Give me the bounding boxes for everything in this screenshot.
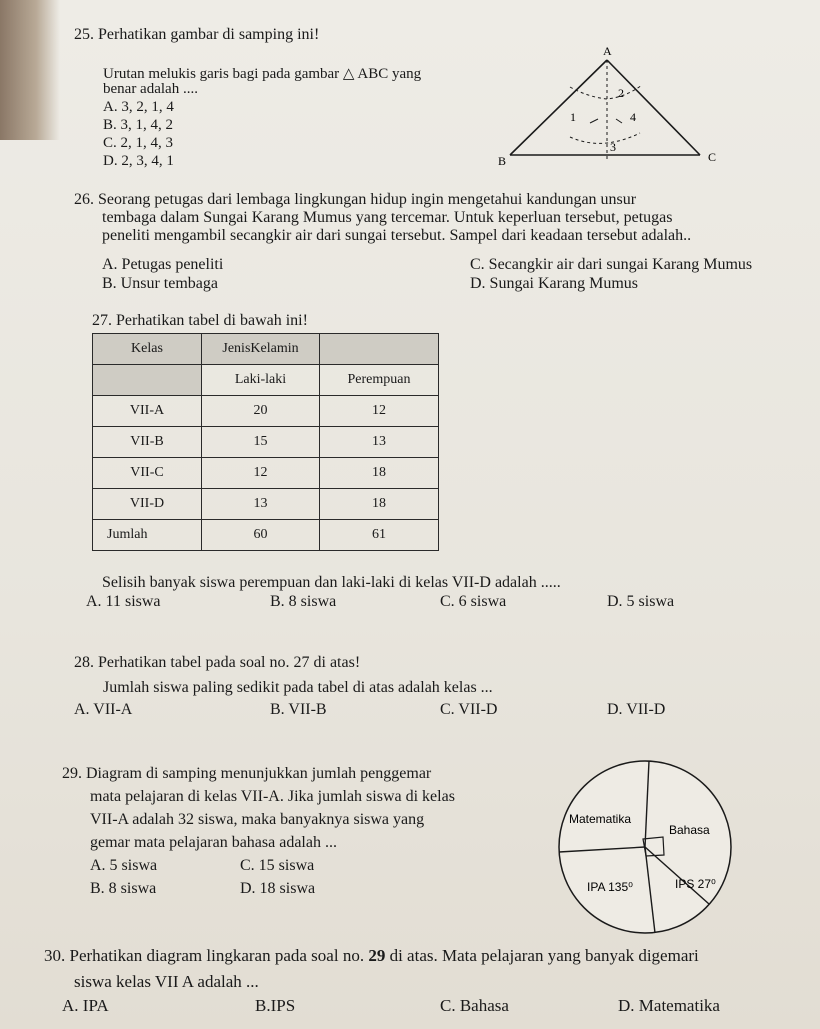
label-1: 1: [570, 110, 576, 124]
label-bahasa: Bahasa: [669, 823, 710, 837]
header-perempuan: Perempuan: [320, 365, 439, 396]
q26-text-line3: peneliti mengambil secangkir air dari sungai tersebut. Sampel dari keadaan tersebut adalah..: [102, 227, 692, 244]
subheader-empty: [93, 365, 202, 396]
arc-1: [590, 119, 598, 123]
label-3: 3: [610, 140, 616, 154]
q29-option-c: C. 15 siswa: [240, 857, 315, 874]
q30-text-post: di atas. Mata pelajaran yang banyak digemari: [385, 946, 699, 965]
q30-text-line2: siswa kelas VII A adalah ...: [74, 972, 259, 991]
q25-option-d: D. 2, 3, 4, 1: [103, 153, 174, 169]
q26-text-line2: tembaga dalam Sungai Karang Mumus yang tercemar. Untuk keperluan tersebut, petugas: [102, 209, 673, 226]
q28-option-c: C. VII-D: [440, 701, 498, 718]
q28-option-b: B. VII-B: [270, 701, 327, 718]
q28-option-d: D. VII-D: [607, 701, 666, 718]
q29-option-a: A. 5 siswa: [90, 857, 158, 874]
label-4: 4: [630, 110, 636, 124]
page-edge-shadow: [0, 0, 60, 140]
q25-option-b: B. 3, 1, 4, 2: [103, 117, 174, 133]
cell-kelas: VII-A: [93, 396, 202, 427]
q28-text-line2: Jumlah siswa paling sedikit pada tabel di atas adalah kelas ...: [103, 679, 493, 696]
table-header-row: [93, 334, 439, 365]
table-row: [93, 489, 439, 520]
label-matematika: Matematika: [569, 812, 632, 826]
q26-text-line1: 26. Seorang petugas dari lembaga lingkungan hidup ingin mengetahui kandungan unsur: [74, 191, 637, 208]
header-kelas: Kelas: [93, 334, 202, 365]
q25-option-a: A. 3, 2, 1, 4: [103, 99, 174, 115]
cell-kelas: VII-B: [93, 427, 202, 458]
cell-total-perempuan: 61: [320, 520, 439, 551]
q30-text-line1: [44, 946, 699, 966]
pie-diagram: [555, 758, 735, 938]
q28-text-line1: 28. Perhatikan tabel pada soal no. 27 di atas!: [74, 654, 361, 671]
label-ips: IPS 27⁰: [675, 877, 716, 891]
q30-option-b: B.IPS: [255, 996, 296, 1015]
label-ipa: IPA 135⁰: [587, 880, 633, 894]
cell-kelas: VII-D: [93, 489, 202, 520]
q27-question: Selisih banyak siswa perempuan dan laki-laki di kelas VII-D adalah .....: [102, 574, 561, 591]
q26-option-b: B. Unsur tembaga: [102, 275, 218, 292]
q28-option-a: A. VII-A: [74, 701, 133, 718]
table-row: [93, 458, 439, 489]
q30-option-c: C. Bahasa: [440, 996, 509, 1015]
q26-option-c: C. Secangkir air dari sungai Karang Mumus: [470, 256, 753, 273]
table-subheader-row: [93, 365, 439, 396]
table-total-row: [93, 520, 439, 551]
student-table: [92, 333, 439, 551]
q30-text-pre: 30. Perhatikan diagram lingkaran pada soal no.: [44, 946, 369, 965]
q26-option-d: D. Sungai Karang Mumus: [470, 275, 638, 292]
cell-perempuan: 12: [320, 396, 439, 427]
side-ac: [607, 60, 700, 155]
q27-option-d: D. 5 siswa: [607, 593, 675, 610]
cell-perempuan: 13: [320, 427, 439, 458]
q25-text-line1: Urutan melukis garis bagi pada gambar △ ABC yang: [103, 66, 422, 82]
arc-4: [616, 119, 622, 123]
cell-kelas: VII-C: [93, 458, 202, 489]
triangle-figure: [490, 35, 730, 175]
q29-option-d: D. 18 siswa: [240, 880, 316, 897]
q25-text-line2: benar adalah ....: [103, 81, 198, 97]
header-empty: [320, 334, 439, 365]
q27-option-b: B. 8 siswa: [270, 593, 337, 610]
label-2: 2: [618, 86, 624, 100]
q29-option-b: B. 8 siswa: [90, 880, 157, 897]
q27-title: 27. Perhatikan tabel di bawah ini!: [92, 312, 308, 329]
cell-perempuan: 18: [320, 458, 439, 489]
q29-text-line3: VII-A adalah 32 siswa, maka banyaknya siswa yang: [90, 811, 425, 828]
cell-jumlah-label: Jumlah: [93, 520, 202, 551]
header-jenis-kelamin: JenisKelamin: [202, 334, 320, 365]
table-row: [93, 396, 439, 427]
q25-title: 25. Perhatikan gambar di samping ini!: [74, 26, 320, 43]
q27-option-a: A. 11 siswa: [86, 593, 161, 610]
cell-laki: 13: [202, 489, 320, 520]
cell-laki: 20: [202, 396, 320, 427]
q29-text-line1: 29. Diagram di samping menunjukkan jumlah penggemar: [62, 765, 432, 782]
vertex-c: C: [708, 150, 717, 164]
q29-text-line2: mata pelajaran di kelas VII-A. Jika jumlah siswa di kelas: [90, 788, 455, 805]
q26-option-a: A. Petugas peneliti: [102, 256, 224, 273]
vertex-a: A: [603, 44, 612, 58]
arc-2: [570, 85, 642, 99]
header-laki-laki: Laki-laki: [202, 365, 320, 396]
side-ab: [510, 60, 607, 155]
vertex-b: B: [498, 154, 507, 168]
q29-text-line4: gemar mata pelajaran bahasa adalah ...: [90, 834, 337, 851]
q25-option-c: C. 2, 1, 4, 3: [103, 135, 174, 151]
table-row: [93, 427, 439, 458]
q30-option-d: D. Matematika: [618, 996, 720, 1015]
q27-option-c: C. 6 siswa: [440, 593, 507, 610]
cell-laki: 15: [202, 427, 320, 458]
q30-question-ref: 29: [368, 946, 386, 965]
arc-3: [570, 133, 640, 143]
cell-laki: 12: [202, 458, 320, 489]
q30-option-a: A. IPA: [62, 996, 109, 1015]
cell-perempuan: 18: [320, 489, 439, 520]
cell-total-laki: 60: [202, 520, 320, 551]
